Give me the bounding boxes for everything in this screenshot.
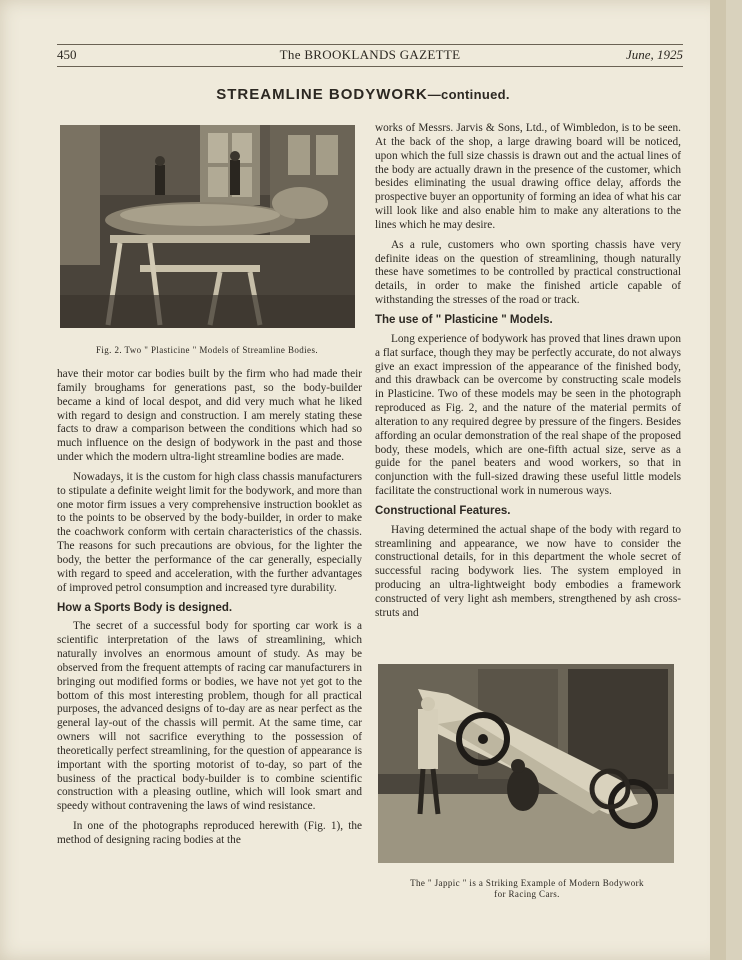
paragraph: Long experience of bodywork has proved that lines drawn upon a flat surface, though they may be perfectly accurate, do not always give an exact impression of the appearance of the finished body, and this drawback can be overcome by constructing scale models in Plasticine. Two of these models may be seen in the photograph reproduced as Fig. 2, and the nature of the material permits of alteration to any required degree by pressure of the fingers. Besides affording an ocular demonstration of the real shape of the proposed body, these models, which are one-fifth actual size, serve as a guide for the panel beaters and wood workers, so that in conjunction with the full-sized drawing these useful little models facilitate the constructional work in numerous ways. bbox=[375, 332, 681, 498]
paragraph: As a rule, customers who own sporting chassis have very definite ideas on the question of streamlining, though naturally these have sometimes to be controlled by practical constructional details, in order to make the finished article capable of withstanding the stresses of the road or track. bbox=[375, 238, 681, 307]
section-heading: How a Sports Body is designed. bbox=[57, 601, 233, 614]
paragraph: works of Messrs. Jarvis & Sons, Ltd., of Wimbledon, is to be seen. At the back of the shop, a large drawing board will be noticed, upon which the full size chassis is drawn out and the actual lines of the body are actually drawn in the presence of the customer, which besides eliminating the usual drawing office delay, affords the prospective buyer an opportunity of forming an idea of what his car will look like and also enable him to make any alterations to the lines which he may desire. bbox=[375, 122, 681, 231]
figure-2-caption: Fig. 2. Two " Plasticine " Models of Streamline Bodies. bbox=[95, 345, 319, 355]
figure-2-photo bbox=[60, 125, 355, 328]
page-header bbox=[57, 44, 683, 66]
page-number: 450 bbox=[57, 47, 77, 62]
left-column bbox=[57, 368, 362, 854]
jappic-photo bbox=[378, 664, 674, 863]
jappic-caption-line-2: for Racing Cars. bbox=[494, 889, 560, 899]
workshop-image bbox=[60, 125, 355, 328]
right-column bbox=[375, 122, 681, 627]
paragraph: have their motor car bodies built by the firm who had made their family broughams for generations past, so the body-builder became a kind of local despot, and did very much what he liked with regard to design and construction. I am merely stating these facts to draw a comparison between the conditions which had so much influence on the design of bodywork in the past and those under which the modern ultra-light streamline bodies are made. bbox=[57, 368, 362, 464]
jappic-caption-line-1: The " Jappic " is a Striking Example of Modern Bodywork bbox=[410, 878, 644, 888]
paragraph: Nowadays, it is the custom for high class chassis manufacturers to stipulate a definite weight limit for the bodywork, and more than one motor firm issues a very comprehensive instruction booklet as to the points to be observed by the body-builder, in order to make the coachwork conform with certain characteristics of the chassis. The reasons for such precautions are obvious, for the lighter the body, the better the performance of the car generally, especially with regard to speed and acceleration, with the further advantages of improved petrol consumption and increased tyre durability. bbox=[57, 470, 362, 594]
section-heading: Constructional Features. bbox=[375, 504, 511, 517]
paragraph: In one of the photographs reproduced herewith (Fig. 1), the method of designing racing bodies at the bbox=[57, 820, 362, 846]
section-heading: The use of " Plasticine " Models. bbox=[375, 313, 553, 326]
masthead: The BROOKLANDS GAZETTE bbox=[279, 47, 461, 62]
article-title-main: STREAMLINE BODYWORK bbox=[216, 86, 428, 103]
header-rule-top bbox=[57, 44, 683, 45]
issue-date: June, 1925 bbox=[625, 47, 683, 62]
header-rule-bottom bbox=[57, 66, 683, 67]
article-title bbox=[0, 86, 726, 103]
racing-car-image bbox=[378, 664, 674, 863]
page-edge bbox=[710, 0, 726, 960]
paragraph: The secret of a successful body for sporting car work is a scientific interpretation of the laws of streamlining, which naturally involves an enormous amount of study. As may be observed from the frequent attempts of racing car manufacturers in bringing out modified forms or bodies, we have not yet got to the bottom of this most interesting problem, though for all practical purposes, the advanced designs of to-day are as near perfect as the general lay-out of the chassis will permit. At the same time, car owners will not sacrifice everything to the possession of theoretically perfect streamlining, for the question of appearance is important with the sporting motorist of to-day, so part of the business of the practical body-builder is to combine scientific construction with a pleasing outline, which will look smart and speedy without contravening the laws of wind resistance. bbox=[57, 620, 362, 813]
jappic-caption bbox=[376, 878, 678, 900]
paragraph: Having determined the actual shape of the body with regard to streamlining and appearance, we now have to consider the constructional details, for in this department the whole secret of successful racing bodywork lies. The system employed in producing an ultra-lightweight body embodies a framework constructed of very light ash members, strengthened by ash cross-struts and bbox=[375, 523, 681, 619]
article-title-suffix: —continued. bbox=[427, 87, 510, 102]
